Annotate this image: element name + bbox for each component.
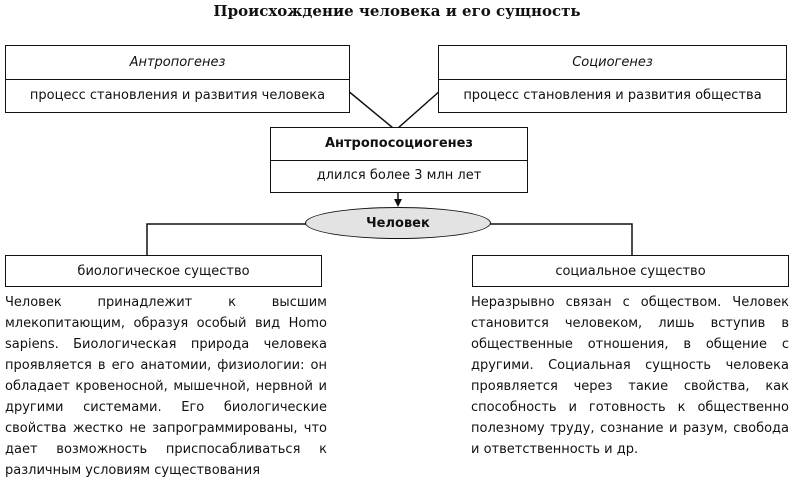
human-ellipse: Человек [305, 207, 491, 239]
connector-biological [147, 224, 306, 256]
anthroposociogenesis-box [270, 127, 528, 193]
connector-social [490, 224, 632, 256]
connector-sociogenesis [398, 90, 441, 128]
anthropogenesis-name: Антропогенез [129, 54, 226, 70]
social-being-box: социальное существо [472, 255, 789, 287]
social-description: Неразрывно связан с обществом. Человек становится человеком, лишь вступив в общественные отношения, в общение с другими. Социальная сущность человека проявляется через такие свойства, как способность и готовность к общественно полезному труду, сознание и разум, свобода и ответственность и др. [471, 295, 789, 457]
diagram-title: Происхождение человека и его сущность [213, 2, 581, 20]
connector-anthropogenesis [347, 90, 393, 128]
sociogenesis-box [438, 45, 787, 113]
biological-description: Человек принадлежит к высшим млекопитающим, образуя особый вид Homo sapiens. Биологическая природа человека проявляется в его анатомии, физиологии: он обладает кровеносной, мышечной, нервной и другими системами. Его биологические свойства жестко не запрограммированы, что дает возможность приспосабливаться к различным условиям существования [5, 295, 327, 478]
biological-being-box: биологическое существо [5, 255, 322, 287]
anthroposociogenesis-description: длился более 3 млн лет [271, 160, 527, 192]
anthropogenesis-box [5, 45, 350, 113]
anthroposociogenesis-name: Антропосоциогенез [324, 136, 473, 152]
anthropogenesis-description: процесс становления и развития человека [6, 79, 349, 112]
sociogenesis-name: Социогенез [572, 54, 653, 70]
sociogenesis-description: процесс становления и развития общества [439, 79, 786, 112]
